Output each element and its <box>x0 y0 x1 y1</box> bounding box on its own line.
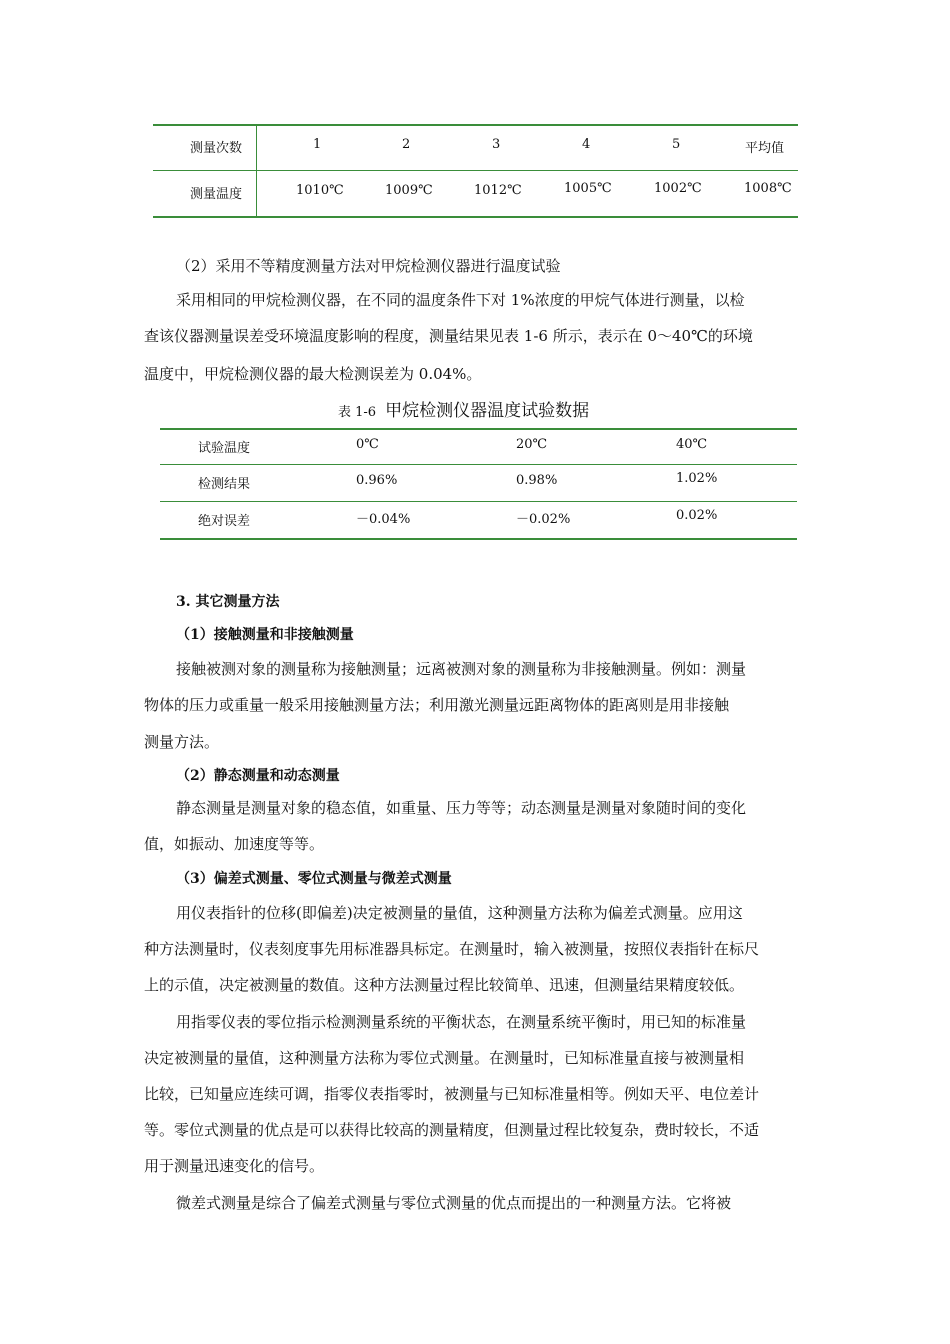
table-cell: 1010℃ <box>296 183 344 198</box>
table-cell: 1012℃ <box>474 183 522 198</box>
table-cell: 40℃ <box>676 437 708 452</box>
table-header-cell: 2 <box>402 137 411 152</box>
table-cell: 1005℃ <box>564 181 612 196</box>
table-cell: －0.04% <box>356 512 411 527</box>
subsection-title: （3）偏差式测量、零位式测量与微差式测量 <box>176 871 452 887</box>
table-cell: 测量温度 <box>190 187 243 202</box>
table-cell: 0.02% <box>676 508 718 523</box>
table-bottom-rule <box>153 216 798 218</box>
subsection-title: （2）静态测量和动态测量 <box>176 768 340 784</box>
table-cell: 试验温度 <box>198 441 251 456</box>
table-top-rule <box>160 428 797 430</box>
paragraph-line: 等。零位式测量的优点是可以获得比较高的测量精度，但测量过程比较复杂，费时较长，不适 <box>144 1121 760 1139</box>
paragraph-line: 温度中，甲烷检测仪器的最大检测误差为 0.04%。 <box>144 365 482 383</box>
paragraph-line: 微差式测量是综合了偏差式测量与零位式测量的优点而提出的一种测量方法。它将被 <box>176 1194 732 1212</box>
table-top-rule <box>153 124 798 126</box>
paragraph-line: 采用相同的甲烷检测仪器，在不同的温度条件下对 1%浓度的甲烷气体进行测量，以检 <box>176 291 745 309</box>
table-header-cell: 1 <box>313 137 322 152</box>
paragraph-line: 静态测量是测量对象的稳态值，如重量、压力等等；动态测量是测量对象随时间的变化 <box>176 799 747 817</box>
paragraph-line: 用仪表指针的位移(即偏差)决定被测量的量值，这种测量方法称为偏差式测量。应用这 <box>176 904 743 922</box>
paragraph-line: 值，如振动、加速度等等。 <box>144 835 325 853</box>
table-caption-number: 表 1-6 <box>338 405 377 420</box>
table-vertical-rule <box>256 124 257 218</box>
table-caption <box>338 396 589 421</box>
table-header-cell: 5 <box>672 137 681 152</box>
paragraph-line: 查该仪器测量误差受环境温度影响的程度，测量结果见表 1-6 所示，表示在 0～40℃的环境 <box>144 327 753 345</box>
table-cell: 0.98% <box>516 473 558 488</box>
table-cell: 20℃ <box>516 437 548 452</box>
table-header-cell: 平均值 <box>745 141 785 156</box>
paragraph-line: 比较，已知量应连续可调，指零仪表指零时，被测量与已知标准量相等。例如天平、电位差计 <box>144 1085 760 1103</box>
paragraph-line: 上的示值，决定被测量的数值。这种方法测量过程比较简单、迅速，但测量结果精度较低。 <box>144 976 745 994</box>
paragraph-line: 用于测量迅速变化的信号。 <box>144 1157 325 1175</box>
table-mid-rule <box>153 170 798 171</box>
table-cell: 1002℃ <box>654 181 702 196</box>
table-cell: －0.02% <box>516 512 571 527</box>
table-header-cell: 3 <box>492 137 501 152</box>
table-row-rule <box>160 501 797 502</box>
paragraph-line: 物体的压力或重量一般采用接触测量方法；利用激光测量远距离物体的距离则是用非接触 <box>144 696 730 714</box>
table-cell: 1.02% <box>676 471 718 486</box>
paragraph-line: 用指零仪表的零位指示检测测量系统的平衡状态，在测量系统平衡时，用已知的标准量 <box>176 1013 747 1031</box>
table-caption-text: 甲烷检测仪器温度试验数据 <box>385 401 590 421</box>
section-heading: （2）采用不等精度测量方法对甲烷检测仪器进行温度试验 <box>176 257 561 275</box>
table-cell: 1009℃ <box>385 183 433 198</box>
table-cell: 0.96% <box>356 473 398 488</box>
subsection-title: （1）接触测量和非接触测量 <box>176 627 354 643</box>
paragraph-line: 接触被测对象的测量称为接触测量；远离被测对象的测量称为非接触测量。例如：测量 <box>176 660 747 678</box>
table-cell: 0℃ <box>356 437 379 452</box>
table-bottom-rule <box>160 538 797 540</box>
table-cell: 检测结果 <box>198 477 251 492</box>
paragraph-line: 测量方法。 <box>144 733 220 751</box>
paragraph-line: 决定被测量的量值，这种测量方法称为零位式测量。在测量时，已知标准量直接与被测量相 <box>144 1049 745 1067</box>
table-cell: 绝对误差 <box>198 514 251 529</box>
table-header-cell: 4 <box>582 137 591 152</box>
table-header-cell: 测量次数 <box>190 141 243 156</box>
section-title: 3. 其它测量方法 <box>176 594 280 610</box>
paragraph-line: 种方法测量时，仪表刻度事先用标准器具标定。在测量时，输入被测量，按照仪表指针在标尺 <box>144 940 760 958</box>
table-cell: 1008℃ <box>744 181 792 196</box>
table-row-rule <box>160 464 797 465</box>
